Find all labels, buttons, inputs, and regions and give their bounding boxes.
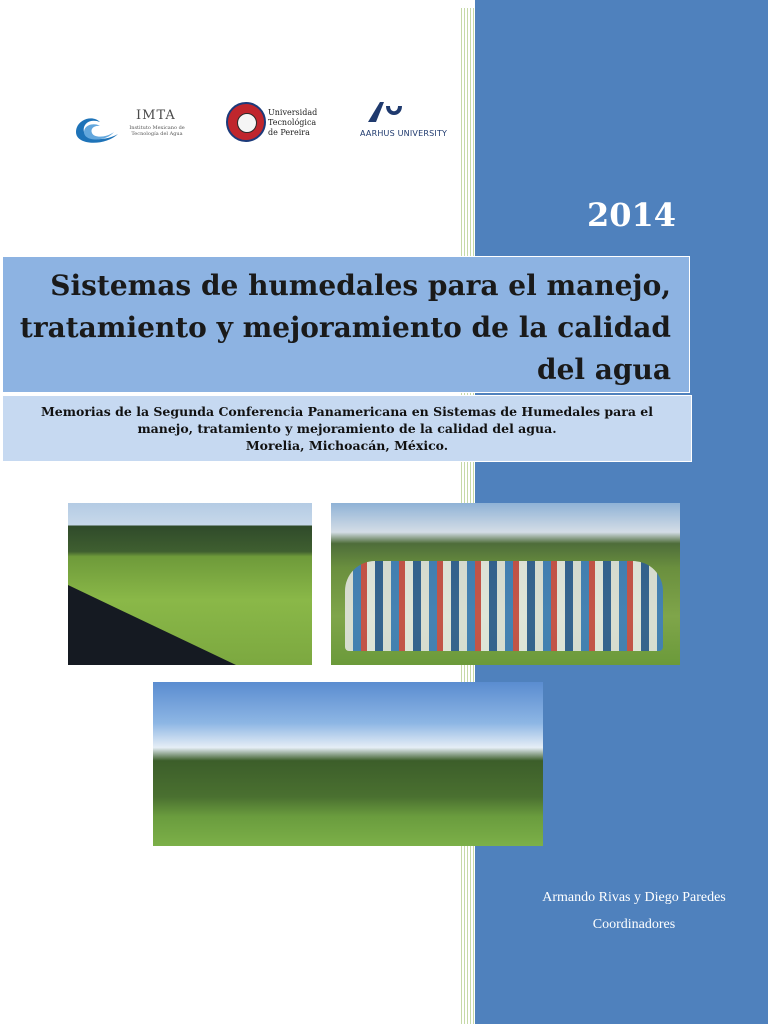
imta-abbreviation: IMTA	[136, 108, 176, 123]
wetland-pond-photo	[68, 503, 312, 665]
imta-logo	[70, 108, 195, 152]
publication-year: 2014	[586, 196, 676, 234]
imta-full-name: Instituto Mexicano de Tecnología del Agua	[129, 125, 185, 137]
document-subtitle	[13, 403, 681, 454]
authors-role: Coordinadores	[592, 917, 676, 932]
aarhus-logo-icon	[366, 100, 406, 124]
title-band	[2, 256, 690, 393]
subtitle-line-2: manejo, tratamiento y mejoramiento de la calidad del agua.	[137, 421, 557, 436]
utp-logo	[226, 102, 326, 150]
wetland-landscape-photo	[153, 682, 543, 846]
pond-liner	[68, 585, 236, 665]
group-photo	[331, 503, 680, 665]
aarhus-name: AARHUS UNIVERSITY	[360, 129, 448, 138]
authors: Armando Rivas y Diego Paredes	[542, 890, 726, 905]
author-block	[520, 884, 748, 938]
aarhus-logo	[360, 100, 470, 144]
subtitle-band	[2, 395, 692, 462]
utp-name: Universidad Tecnológica de Pereira	[268, 108, 318, 137]
document-title: Sistemas de humedales para el manejo, tratamiento y mejoramiento de la calidad del agua	[19, 269, 671, 386]
subtitle-line-3: Morelia, Michoacán, México.	[245, 438, 449, 453]
utp-seal-icon	[226, 102, 266, 142]
subtitle-line-1: Memorias de la Segunda Conferencia Panamericana en Sistemas de Humedales para el	[40, 404, 654, 419]
conference-group	[345, 561, 663, 651]
imta-wave-icon	[70, 112, 120, 146]
